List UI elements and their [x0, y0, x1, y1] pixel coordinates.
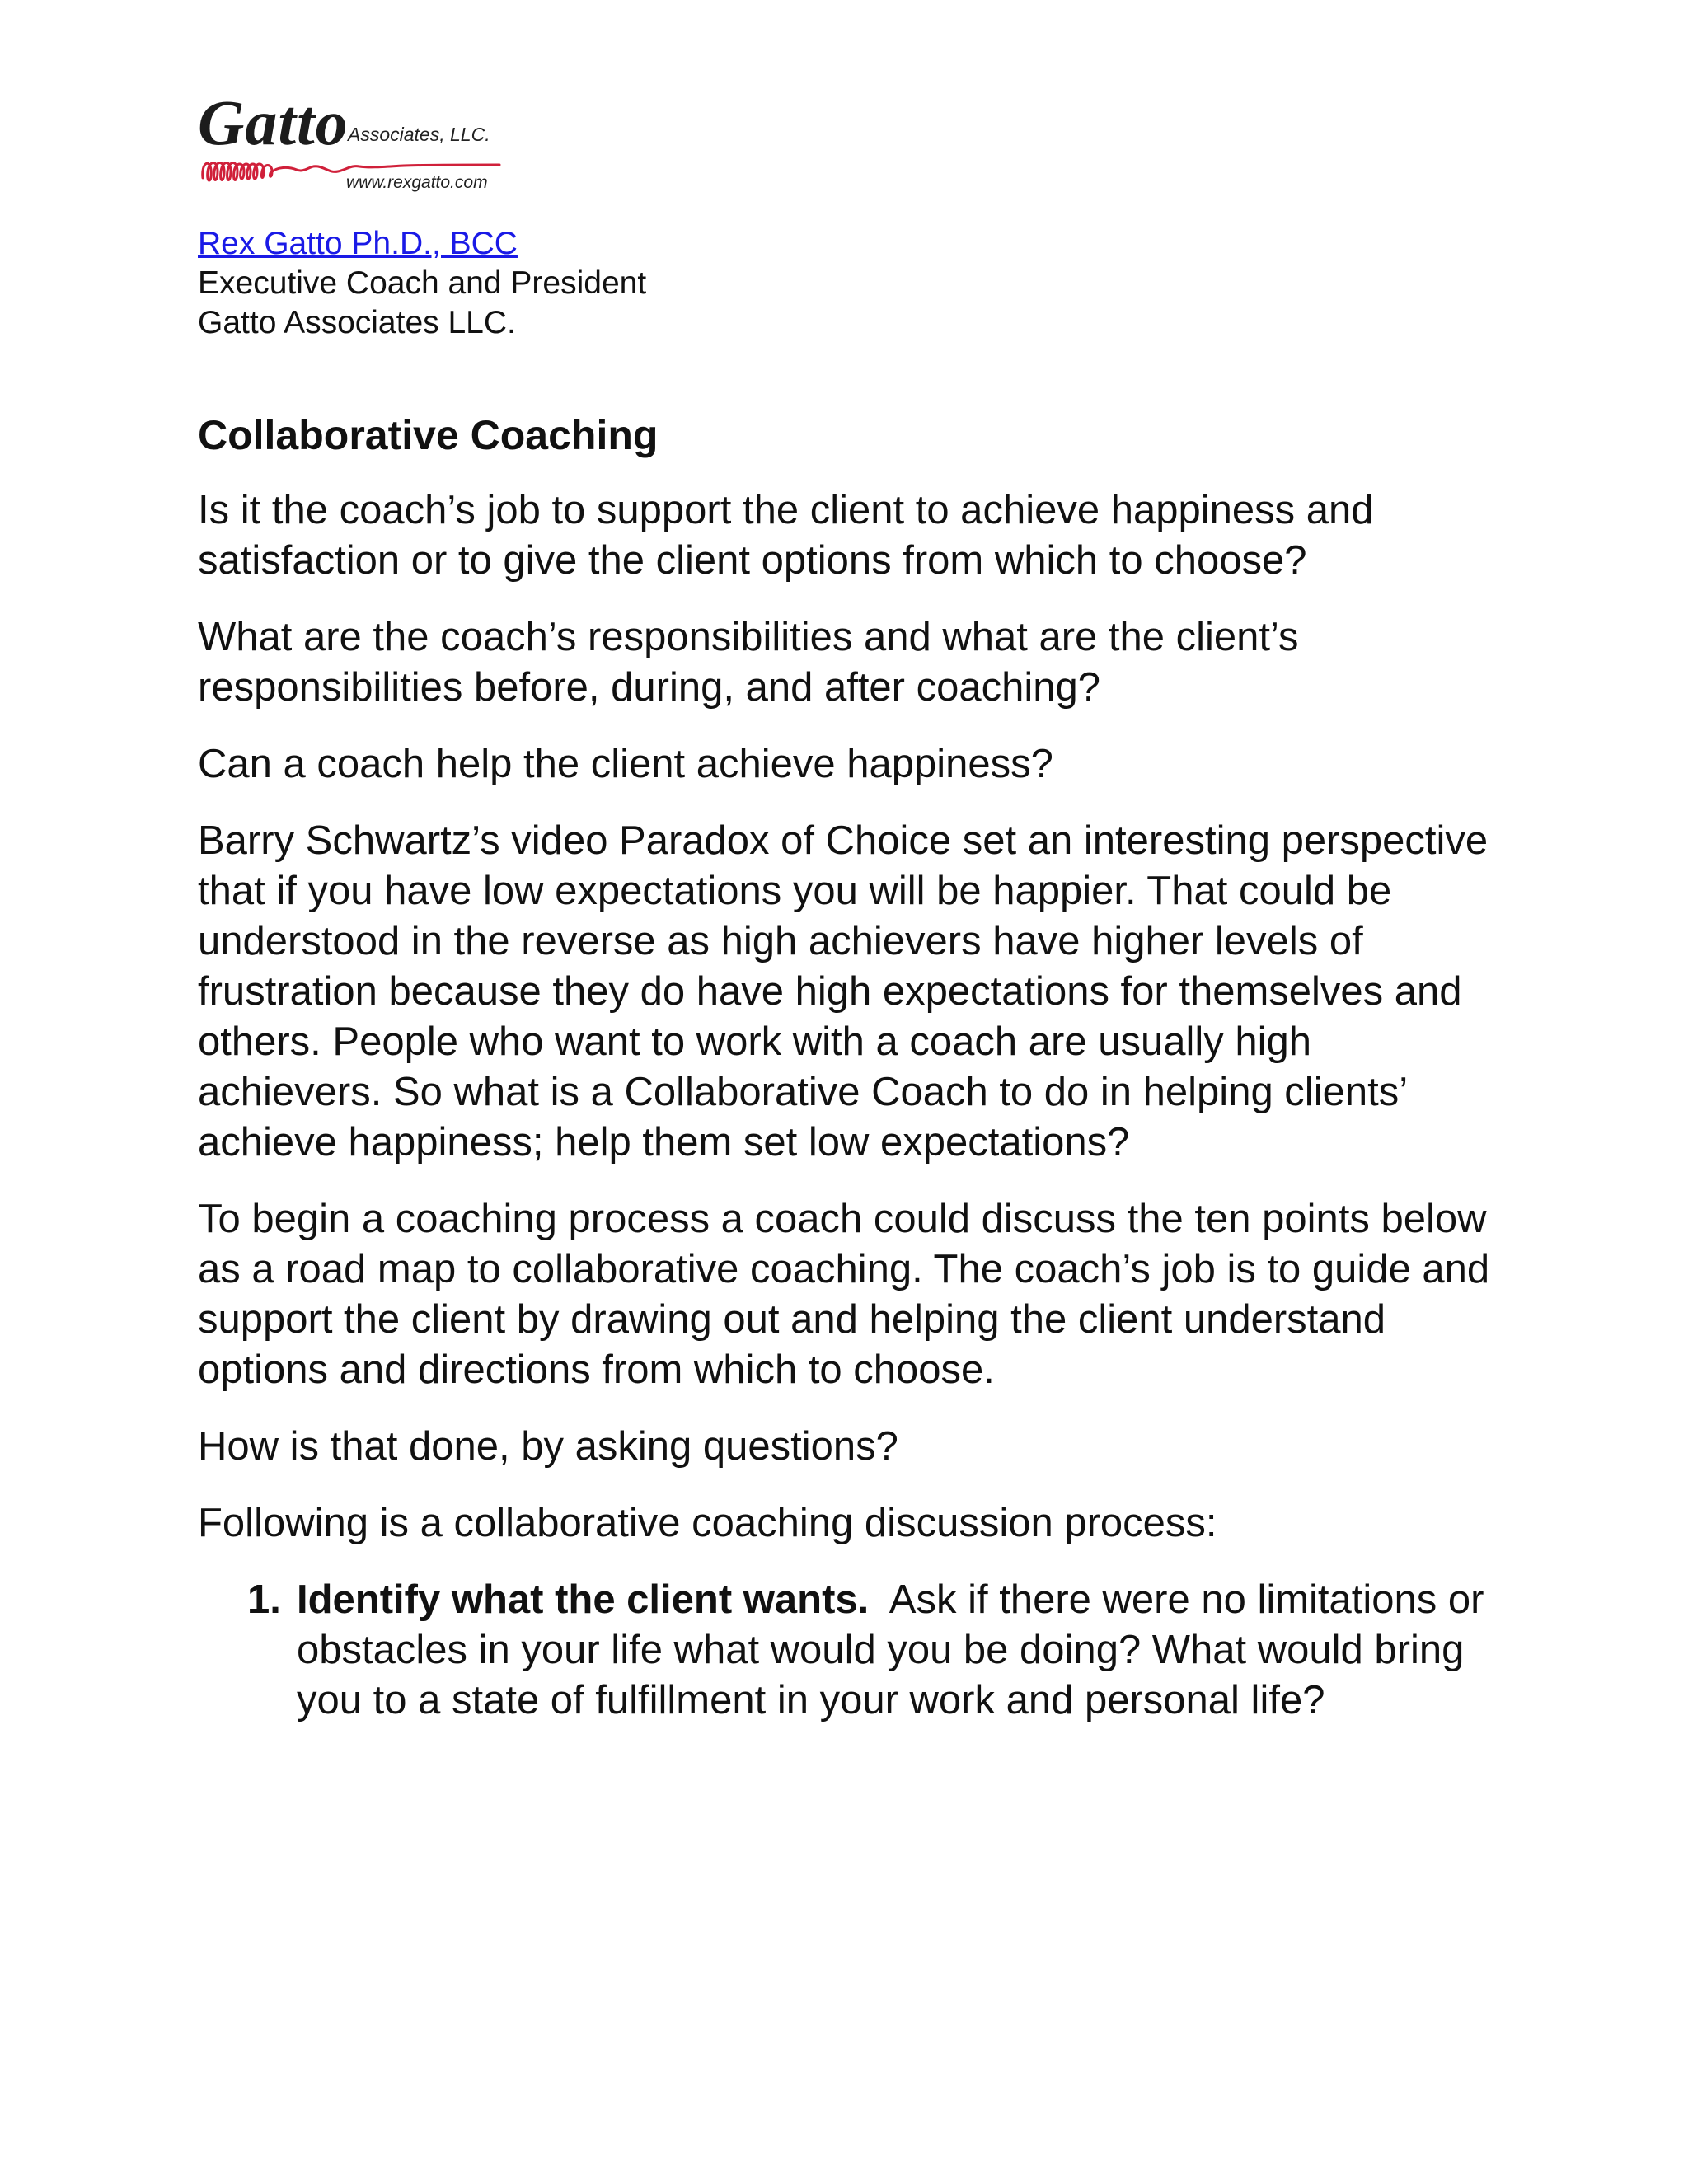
- paragraph: Is it the coach’s job to support the client to achieve happiness and satisfaction or to give the client options from which to choose?: [198, 488, 1374, 583]
- paragraph: Barry Schwartz’s video Paradox of Choice set an interesting perspective that if you have low expectations you will be happier. That could be understood in the reverse as high achievers have higher levels of frustration because they do have high expectations for themselves and others. People who want to work with a coach are usually high achievers. So what is a Collaborative Coach to do in helping clients’ achieve happiness; help them set low expectations?: [198, 818, 1489, 1165]
- author-role: Executive Coach and President: [198, 265, 647, 301]
- paragraph: Following is a collaborative coaching discussion process:: [198, 1501, 1217, 1545]
- list-item: [198, 1575, 1492, 1726]
- article-body: [198, 410, 1492, 1726]
- paragraph: What are the coach’s responsibilities and what are the client’s responsibilities before, during, and after coaching?: [198, 615, 1299, 710]
- author-block: [198, 224, 646, 343]
- process-list: [198, 1575, 1492, 1726]
- author-name-link[interactable]: Rex Gatto Ph.D., BCC: [198, 226, 518, 261]
- list-item-number: 1.: [247, 1577, 281, 1622]
- author-company: Gatto Associates LLC.: [198, 305, 516, 340]
- article-title: Collaborative Coaching: [198, 412, 659, 458]
- paragraph: How is that done, by asking questions?: [198, 1424, 898, 1469]
- company-website: www.rexgatto.com: [346, 173, 488, 192]
- paragraph: Can a coach help the client achieve happiness?: [198, 742, 1053, 786]
- logo-suffix: Associates, LLC.: [348, 124, 490, 145]
- logo-name: Gatto: [198, 87, 349, 158]
- paragraph: To begin a coaching process a coach could discuss the ten points below as a road map to collaborative coaching. The coach’s job is to guide and support the client by drawing out and helping the client understand options and directions from which to choose.: [198, 1197, 1490, 1392]
- company-logo: [198, 87, 528, 198]
- list-item-text: Ask if there were no limitations or obstacles in your life what would you be doing? What would bring you to a state of fulfillment in your work and personal life?: [297, 1577, 1484, 1722]
- list-item-lead: Identify what the client wants.: [297, 1577, 870, 1622]
